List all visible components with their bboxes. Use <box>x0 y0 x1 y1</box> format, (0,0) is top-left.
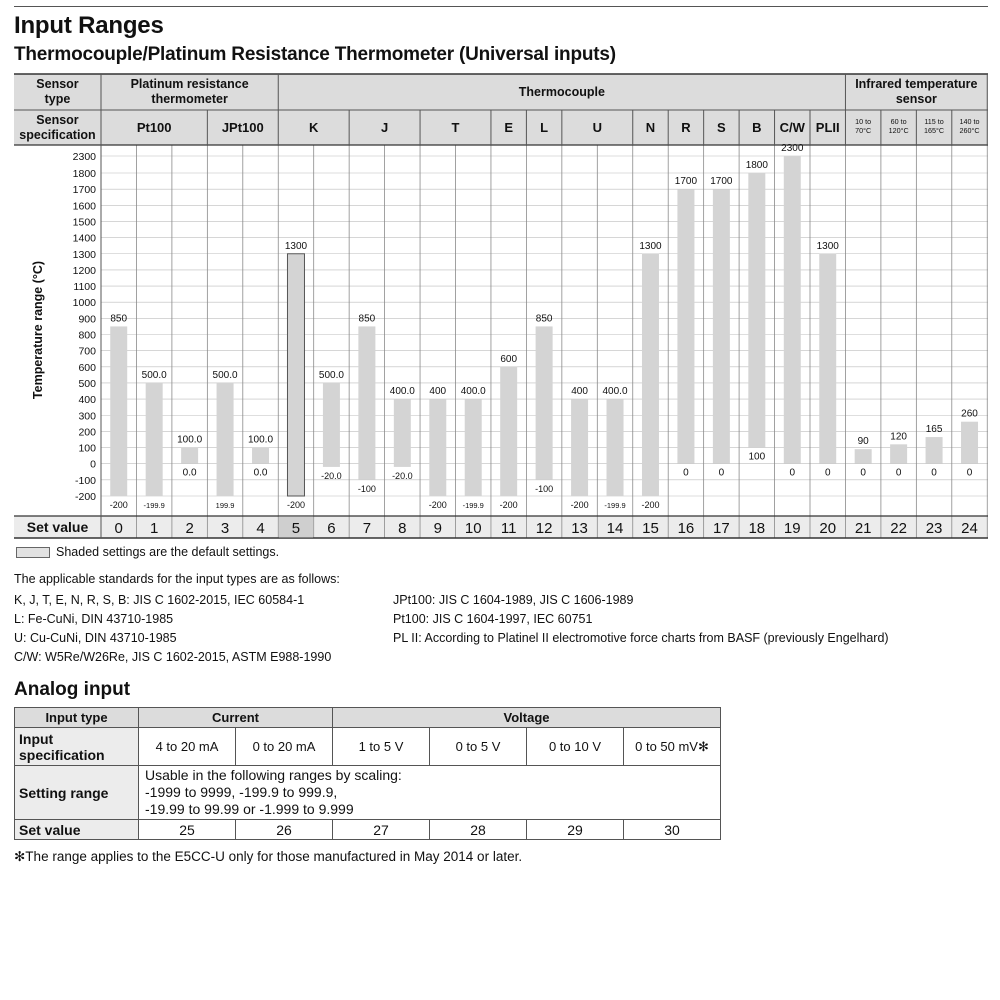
range-bar-24 <box>961 422 978 464</box>
y-tick-label: 400 <box>78 394 96 407</box>
set-value-13: 13 <box>571 520 588 537</box>
legend-swatch <box>16 547 50 558</box>
y-tick-label: 0 <box>90 458 96 471</box>
sensor-spec-label-line2: specification <box>19 128 96 142</box>
bar-high-label-22: 120 <box>890 431 907 443</box>
spec-header-15: N <box>645 120 656 135</box>
range-bar-3 <box>217 383 234 496</box>
set-cell: 30 <box>624 820 721 840</box>
spec-header-16: R <box>681 120 691 135</box>
y-tick-label: -200 <box>74 491 96 503</box>
bar-low-label-24: 0 <box>966 467 973 479</box>
y-tick-label: 200 <box>78 426 96 439</box>
set-value-6: 6 <box>327 520 336 537</box>
range-bar-9 <box>429 399 446 496</box>
set-value-10: 10 <box>464 520 482 537</box>
spec-cell: 0 to 20 mA <box>236 728 333 766</box>
set-value-7: 7 <box>362 520 372 537</box>
group-header-21: Infrared temperature <box>855 77 978 91</box>
bar-low-label-13: -200 <box>570 500 589 510</box>
input-type-header: Input type <box>15 708 139 728</box>
spec-header-12: L <box>540 120 549 135</box>
bar-high-label-11: 600 <box>500 353 518 365</box>
page-subtitle: Thermocouple/Platinum Resistance Thermometer (Universal inputs) <box>14 44 616 65</box>
standard-line: U: Cu-CuNi, DIN 43710-1985 <box>14 631 177 645</box>
set-value-9: 9 <box>433 520 442 537</box>
set-value-14: 14 <box>606 520 624 537</box>
bar-high-label-24: 260 <box>961 408 978 420</box>
group-header-0-line2: thermometer <box>151 92 228 106</box>
spec-header-22: 60 to <box>890 117 907 126</box>
bar-low-label-1: -199.9 <box>143 500 165 510</box>
range-bar-0 <box>110 326 127 496</box>
bar-low-label-12: -100 <box>535 483 554 494</box>
spec-header-21: 10 to <box>855 117 872 126</box>
spec-header-5: K <box>309 120 319 135</box>
bar-high-label-0: 850 <box>110 313 128 325</box>
y-tick-label: 1600 <box>72 200 96 213</box>
bar-low-label-0: -200 <box>109 500 128 510</box>
set-value-22: 22 <box>890 520 907 537</box>
set-cell: 27 <box>333 820 430 840</box>
spec-cell: 0 to 5 V <box>430 728 527 766</box>
bar-low-label-18: 100 <box>748 451 766 463</box>
bar-low-label-6: -20.0 <box>321 470 342 481</box>
bar-high-label-13: 400 <box>571 386 588 398</box>
standards-right <box>393 591 889 648</box>
range-bar-17 <box>713 189 730 464</box>
range-bar-22 <box>890 444 907 463</box>
set-value-3: 3 <box>220 520 230 537</box>
bar-low-label-7: -100 <box>357 483 376 494</box>
spec-header-3: JPt100 <box>221 120 264 135</box>
bar-high-label-4: 100.0 <box>248 434 274 446</box>
range-bar-11 <box>500 367 517 496</box>
spec-cell: 0 to 10 V <box>527 728 624 766</box>
page-title: Input Ranges <box>14 12 164 39</box>
bar-high-label-7: 850 <box>358 313 376 325</box>
analog-input-table <box>14 707 721 840</box>
spec-header-0: Pt100 <box>136 120 172 135</box>
standard-line: JPt100: JIS C 1604-1989, JIS C 1606-1989 <box>393 593 634 607</box>
bar-high-label-17: 1700 <box>710 176 733 188</box>
y-tick-label: 1400 <box>72 232 96 245</box>
set-value-17: 17 <box>713 520 730 537</box>
group-header-5: Thermocouple <box>518 85 605 99</box>
bar-high-label-1: 500.0 <box>141 369 167 381</box>
bar-low-label-17: 0 <box>718 467 725 479</box>
y-tick-label: 700 <box>78 345 96 358</box>
spec-header-23-line2: 165°C <box>924 126 945 135</box>
y-tick-label: 100 <box>78 442 96 455</box>
set-cell: 26 <box>236 820 333 840</box>
spec-header-18: B <box>752 120 762 135</box>
bar-high-label-8: 400.0 <box>389 386 415 398</box>
range-bar-23 <box>926 437 943 464</box>
set-value-21: 21 <box>854 520 872 537</box>
set-value-24: 24 <box>961 520 978 537</box>
sensor-type-label-line2: type <box>44 92 71 106</box>
set-value-20: 20 <box>819 520 837 537</box>
y-tick-label: -100 <box>74 474 96 487</box>
legend-text: Shaded settings are the default settings. <box>56 545 280 559</box>
set-value-label: Set value <box>26 519 89 535</box>
spec-cell: 0 to 50 mV✻ <box>624 728 721 766</box>
bar-low-label-20: 0 <box>824 467 831 479</box>
bar-high-label-6: 500.0 <box>318 369 344 381</box>
standards-left <box>14 591 331 667</box>
spec-header-7: J <box>380 120 389 135</box>
voltage-header: Voltage <box>333 708 721 728</box>
y-tick-label: 1200 <box>72 264 96 277</box>
set-value-16: 16 <box>677 520 695 537</box>
y-tick-label: 600 <box>78 361 96 374</box>
y-tick-label: 1000 <box>72 297 96 310</box>
set-label: Set value <box>15 820 139 840</box>
sensor-type-label: Sensor <box>36 77 79 91</box>
range-bar-8 <box>394 399 411 467</box>
range-bar-2 <box>181 448 198 464</box>
range-bar-12 <box>536 326 553 479</box>
spec-header-21-line2: 70°C <box>855 126 872 135</box>
bar-high-label-21: 90 <box>857 436 869 448</box>
range-line: Usable in the following ranges by scaling: <box>145 767 402 783</box>
set-value-11: 11 <box>500 520 517 537</box>
range-bar-19 <box>784 156 801 464</box>
range-bar-18 <box>748 173 765 448</box>
standards-intro: The applicable standards for the input types are as follows: <box>14 572 340 586</box>
bar-low-label-16: 0 <box>683 467 689 479</box>
bar-low-label-10: -199.9 <box>462 500 484 510</box>
range-bar-13 <box>571 399 588 496</box>
analog-title: Analog input <box>14 679 131 700</box>
y-tick-label: 300 <box>78 410 96 423</box>
y-tick-label: 1300 <box>72 248 96 261</box>
sensor-spec-label: Sensor <box>36 113 79 127</box>
set-cell: 29 <box>527 820 624 840</box>
bar-low-label-19: 0 <box>789 467 796 479</box>
range-cell <box>139 766 721 820</box>
y-tick-label: 900 <box>78 313 96 326</box>
y-tick-label: 800 <box>78 329 96 342</box>
range-bar-7 <box>358 326 375 479</box>
spec-header-23: 115 to <box>924 117 944 126</box>
range-label: Setting range <box>15 766 139 820</box>
bar-low-label-14: -199.9 <box>604 500 626 510</box>
range-bar-15 <box>642 254 659 496</box>
spec-header-20: PLII <box>815 120 840 135</box>
y-tick-label: 500 <box>78 377 96 390</box>
range-bar-14 <box>607 399 624 496</box>
standard-line: PL II: According to Platinel II electromotive force charts from BASF (previously Engelhard) <box>393 631 889 645</box>
bar-high-label-16: 1700 <box>674 176 698 188</box>
analog-header-row <box>15 708 721 728</box>
set-value-12: 12 <box>535 520 553 537</box>
bar-low-label-11: -200 <box>499 500 518 510</box>
legend <box>16 545 279 559</box>
bar-high-label-20: 1300 <box>816 240 839 252</box>
standard-line: L: Fe-CuNi, DIN 43710-1985 <box>14 612 174 626</box>
y-tick-label: 1800 <box>72 168 96 180</box>
spec-header-11: E <box>504 120 514 135</box>
analog-range-row <box>15 766 721 820</box>
set-value-0: 0 <box>114 520 123 537</box>
standard-line: Pt100: JIS C 1604-1997, IEC 60751 <box>393 612 593 626</box>
bar-high-label-3: 500.0 <box>212 369 238 381</box>
bar-high-label-10: 400.0 <box>460 386 486 398</box>
bar-low-label-3: 199.9 <box>215 500 235 510</box>
set-value-18: 18 <box>748 520 766 537</box>
spec-header-13: U <box>592 120 602 135</box>
spec-cell: 4 to 20 mA <box>139 728 236 766</box>
range-line: -19.99 to 99.99 or -1.999 to 9.999 <box>145 801 354 817</box>
bar-low-label-5: -200 <box>286 500 305 510</box>
set-value-8: 8 <box>398 520 407 537</box>
range-line: -1999 to 9999, -199.9 to 999.9, <box>145 784 338 800</box>
set-value-15: 15 <box>642 520 659 537</box>
bar-low-label-23: 0 <box>931 467 937 479</box>
y-tick-label: 2300 <box>72 151 96 163</box>
range-bar-4 <box>252 448 269 464</box>
range-bar-16 <box>677 189 694 464</box>
set-value-19: 19 <box>783 520 801 537</box>
bar-high-label-18: 1800 <box>745 160 768 171</box>
spec-header-24: 140 to <box>959 117 980 126</box>
spec-header-22-line2: 120°C <box>888 126 909 135</box>
bar-low-label-15: -200 <box>641 500 660 510</box>
group-header-0: Platinum resistance <box>130 77 249 91</box>
set-cell: 25 <box>139 820 236 840</box>
spec-header-17: S <box>717 120 726 135</box>
bar-low-label-2: 0.0 <box>182 467 197 479</box>
bar-high-label-2: 100.0 <box>177 434 203 446</box>
range-bar-1 <box>146 383 163 496</box>
spec-label: Input specification <box>15 728 139 766</box>
set-value-1: 1 <box>150 520 159 537</box>
y-tick-label: 1100 <box>73 281 96 294</box>
range-bar-10 <box>465 399 482 496</box>
set-cell: 28 <box>430 820 527 840</box>
current-header: Current <box>139 708 333 728</box>
analog-set-row <box>15 820 721 840</box>
bar-high-label-14: 400.0 <box>602 386 628 398</box>
spec-header-19: C/W <box>779 120 805 135</box>
bar-high-label-15: 1300 <box>639 240 662 252</box>
spec-header-24-line2: 260°C <box>959 126 980 135</box>
bar-high-label-9: 400 <box>429 386 447 398</box>
range-bar-21 <box>855 449 872 464</box>
analog-spec-row <box>15 728 721 766</box>
standard-line: C/W: W5Re/W26Re, JIS C 1602-2015, ASTM E988-1990 <box>14 650 332 664</box>
set-value-4: 4 <box>256 520 265 537</box>
footnote: ✻The range applies to the E5CC-U only for those manufactured in May 2014 or later. <box>14 849 523 864</box>
set-value-23: 23 <box>925 520 943 537</box>
group-header-21-line2: sensor <box>895 92 937 106</box>
set-value-2: 2 <box>185 520 194 537</box>
y-axis-label: Temperature range (°C) <box>31 260 45 400</box>
bar-high-label-5: 1300 <box>284 240 308 252</box>
bar-low-label-9: -200 <box>428 500 447 510</box>
y-tick-label: 1700 <box>72 184 96 197</box>
bar-high-label-19: 2300 <box>781 143 804 154</box>
range-bar-20 <box>819 254 836 464</box>
bar-low-label-21: 0 <box>860 467 866 479</box>
bar-high-label-12: 850 <box>535 313 553 325</box>
bar-low-label-4: 0.0 <box>253 467 268 479</box>
bar-high-label-23: 165 <box>925 424 943 436</box>
spec-cell: 1 to 5 V <box>333 728 430 766</box>
y-tick-label: 1500 <box>72 216 96 229</box>
range-bar-5 <box>287 254 304 496</box>
bar-low-label-8: -20.0 <box>392 470 413 481</box>
range-bar-6 <box>323 383 340 467</box>
bar-low-label-22: 0 <box>895 467 902 479</box>
spec-header-9: T <box>451 120 460 135</box>
set-value-5: 5 <box>291 520 301 537</box>
standard-line: K, J, T, E, N, R, S, B: JIS C 1602-2015, IEC 60584-1 <box>14 593 305 607</box>
